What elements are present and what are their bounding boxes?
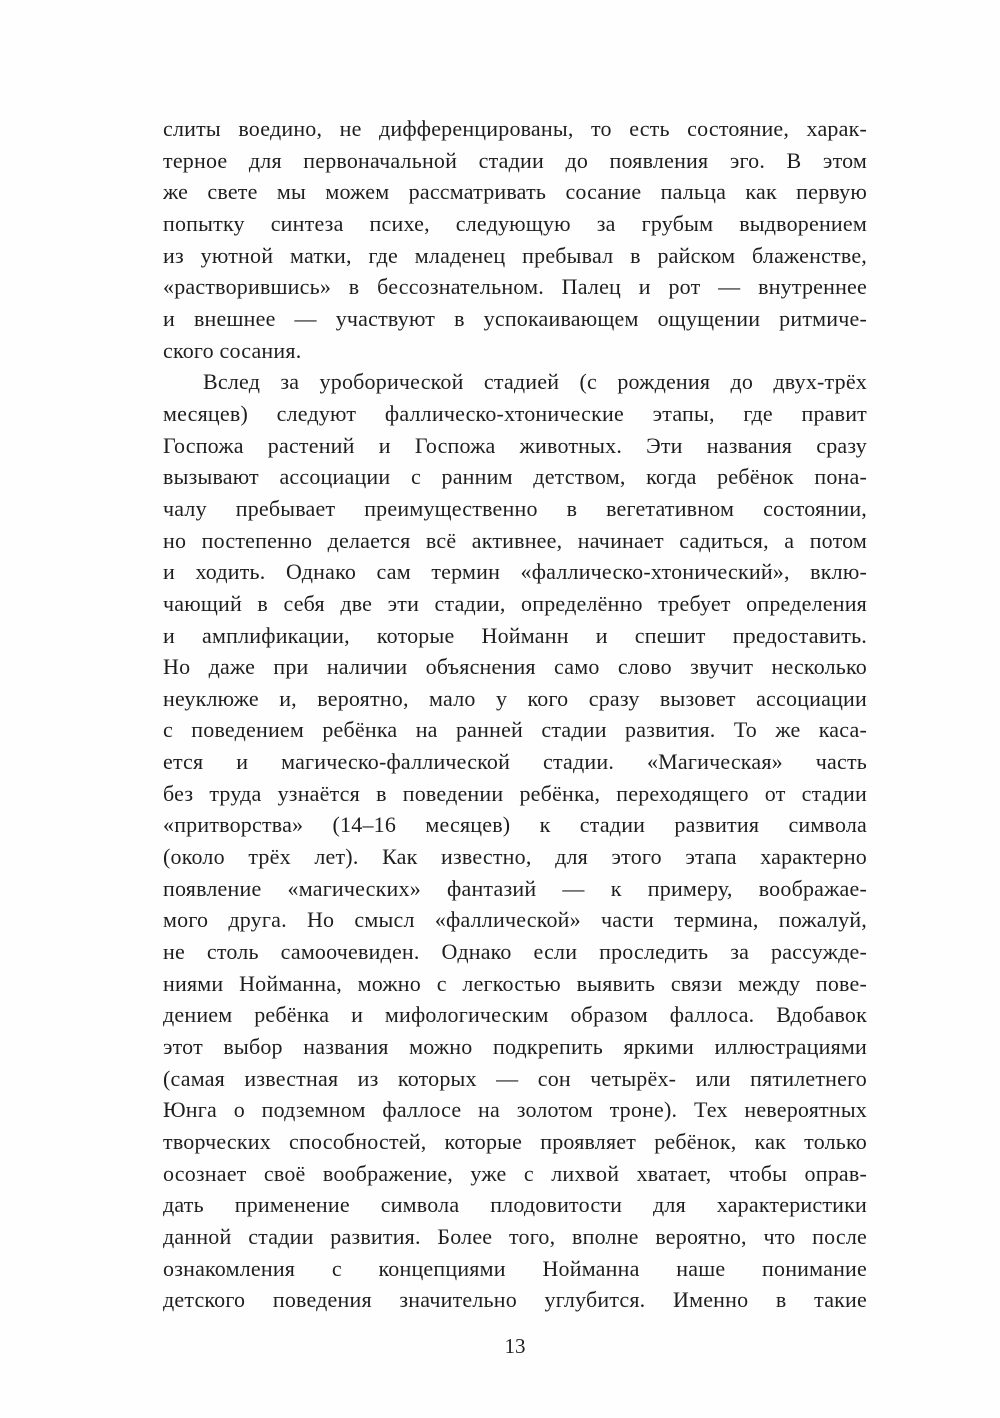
text-line: с поведением ребёнка на ранней стадии развития. То же каса- [163, 717, 867, 743]
text-line: ознакомления с концепциями Нойманна наше понимание [163, 1255, 867, 1281]
text-line: «растворившись» в бессознательном. Палец и рот — внутреннее [163, 274, 867, 300]
text-line: чалу пребывает преимущественно в вегетативном состоянии, [163, 495, 867, 521]
text-line: попытку синтеза психе, следующую за грубым выдворением [163, 210, 867, 236]
text-line: чающий в себя две эти стадии, определённо требует определения [163, 590, 867, 616]
text-line: дать применение символа плодовитости для характеристики [163, 1192, 867, 1218]
text-line: осознает своё воображение, уже с лихвой хватает, чтобы оправ- [163, 1160, 867, 1186]
page-number: 13 [504, 1334, 526, 1358]
text-line: вызывают ассоциации с ранним детством, когда ребёнок пона- [163, 464, 867, 490]
text-line: и амплификации, которые Нойманн и спешит предоставить. [163, 622, 867, 648]
text-line: Вслед за уроборической стадией (с рождения до двух-трёх [203, 369, 867, 395]
text-line: из уютной матки, где младенец пребывал в райском блаженстве, [163, 242, 867, 268]
text-line: месяцев) следуют фаллическо-хтонические этапы, где правит [163, 400, 867, 426]
text-line: мого друга. Но смысл «фаллической» части термина, пожалуй, [163, 907, 867, 933]
text-line: терное для первоначальной стадии до появления эго. В этом [163, 147, 867, 173]
text-line: неуклюже и, вероятно, мало у кого сразу вызовет ассоциации [163, 685, 867, 711]
text-line: ниями Нойманна, можно с легкостью выявить связи между пове- [163, 970, 867, 996]
text-line: данной стадии развития. Более того, вполне вероятно, что после [163, 1223, 867, 1249]
text-line: слиты воедино, не дифференцированы, то есть состояние, харак- [163, 116, 867, 141]
text-line: но постепенно делается всё активнее, начинает садиться, а потом [163, 527, 867, 553]
text-line: ского сосания. [163, 337, 302, 363]
text-line: дением ребёнка и мифологическим образом фаллоса. Вдобавок [163, 1002, 867, 1028]
text-line: этот выбор названия можно подкрепить яркими иллюстрациями [163, 1034, 867, 1060]
text-line: без труда узнаётся в поведении ребёнка, переходящего от стадии [163, 780, 867, 806]
text-line: Но даже при наличии объяснения само слово звучит несколько [163, 654, 867, 680]
text-line: и ходить. Однако сам термин «фаллическо-хтонический», вклю- [163, 559, 867, 585]
text-line: же свете мы можем рассматривать сосание пальца как первую [163, 179, 867, 205]
text-line: Госпожа растений и Госпожа животных. Эти названия сразу [163, 432, 867, 458]
text-line: (около трёх лет). Как известно, для этого этапа характерно [163, 844, 867, 870]
text-line: и внешнее — участвуют в успокаивающем ощущении ритмиче- [163, 305, 867, 331]
text-line: не столь самоочевиден. Однако если проследить за рассужде- [163, 939, 867, 965]
text-line: появление «магических» фантазий — к примеру, воображае- [163, 875, 867, 901]
body-text-column [163, 113, 867, 1316]
text-line: ется и магическо-фаллической стадии. «Магическая» часть [163, 749, 867, 775]
text-line: (самая известная из которых — сон четырёх- или пятилетнего [163, 1065, 867, 1091]
text-line: детского поведения значительно углубится. Именно в такие [163, 1287, 867, 1313]
text-line: Юнга о подземном фаллосе на золотом троне). Тех невероятных [163, 1097, 867, 1123]
text-line: «притворства» (14–16 месяцев) к стадии развития символа [163, 812, 867, 838]
text-line: творческих способностей, которые проявляет ребёнок, как только [163, 1129, 867, 1154]
